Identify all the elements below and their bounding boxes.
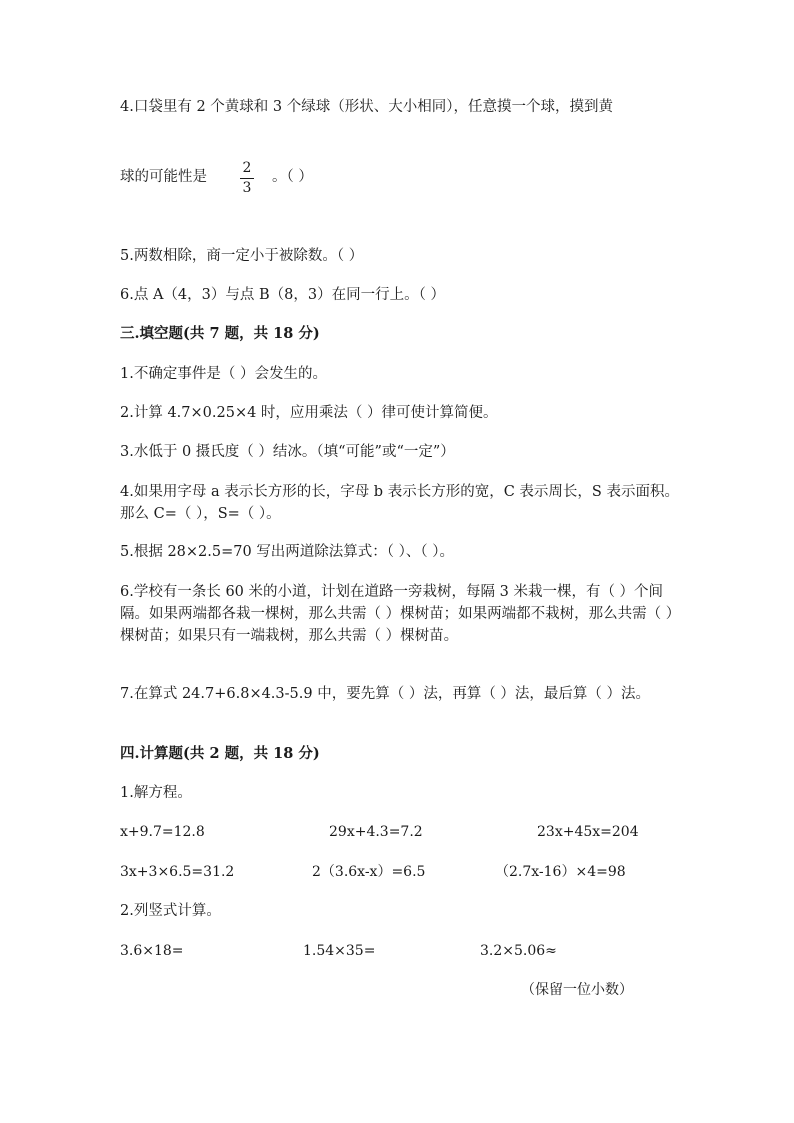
section-title-calculation: 四.计算题(共 2 题，共 18 分) (120, 745, 320, 762)
fraction-denominator: 3 (242, 180, 252, 196)
calc-question-1-title: 1.解方程。 (120, 785, 192, 801)
judge-question-4-line-2-suffix: 。（ ） (272, 169, 313, 185)
judge-question-4-line-1: 4.口袋里有 2 个黄球和 3 个绿球（形状、大小相同），任意摸一个球，摸到黄 (120, 99, 613, 115)
fill-question-6: 6.学校有一条长 60 米的小道，计划在道路一旁栽树，每隔 3 米栽一棵，有（ ）个间隔。如果两端都各栽一棵树，那么共需（ ）棵树苗；如果两端都不栽树，那么共需（ ）棵树苗；如果只有一端栽树，那么共需（ ）棵树苗。 (120, 584, 673, 644)
judge-question-6: 6.点 A（4，3）与点 B（8，3）在同一行上。（ ） (120, 287, 445, 303)
vertical-calc-1: 3.6×18= (120, 943, 184, 959)
fraction-numerator: 2 (242, 160, 252, 176)
equation-6: （2.7x-16）×4=98 (495, 864, 626, 880)
equation-4: 3x+3×6.5=31.2 (120, 864, 235, 880)
equation-1: x+9.7=12.8 (120, 824, 205, 840)
equation-3: 23x+45x=204 (537, 824, 639, 840)
vertical-calc-2: 1.54×35= (303, 943, 376, 959)
equation-5: 2（3.6x-x）=6.5 (312, 864, 426, 880)
section-title-fill-in: 三.填空题(共 7 题，共 18 分) (120, 325, 320, 342)
equation-2: 29x+4.3=7.2 (329, 824, 423, 840)
fraction-bar (240, 178, 254, 179)
judge-question-4-line-2-prefix: 球的可能性是 (120, 169, 207, 185)
rounding-note: （保留一位小数） (521, 982, 633, 998)
calc-question-2-title: 2.列竖式计算。 (120, 903, 221, 919)
probability-fraction (240, 160, 254, 197)
vertical-calc-3: 3.2×5.06≈ (480, 943, 557, 959)
fill-question-2: 2.计算 4.7×0.25×4 时，应用乘法（ ）律可使计算简便。 (120, 405, 498, 421)
fill-question-4: 4.如果用字母 a 表示长方形的长，字母 b 表示长方形的宽，C 表示周长，S 表示面积。那么 C=（ ），S=（ ）。 (120, 484, 679, 522)
judge-question-5: 5.两数相除，商一定小于被除数。（ ） (120, 248, 364, 264)
fill-question-3: 3.水低于 0 摄氏度（ ）结冰。（填“可能”或“一定”） (120, 444, 455, 460)
fill-question-7: 7.在算式 24.7+6.8×4.3-5.9 中，要先算（ ）法，再算（ ）法，最后算（ ）法。 (120, 686, 651, 702)
fill-question-5: 5.根据 28×2.5=70 写出两道除法算式：（ ）、（ ）。 (120, 544, 455, 560)
fill-question-1: 1.不确定事件是（ ）会发生的。 (120, 366, 327, 382)
